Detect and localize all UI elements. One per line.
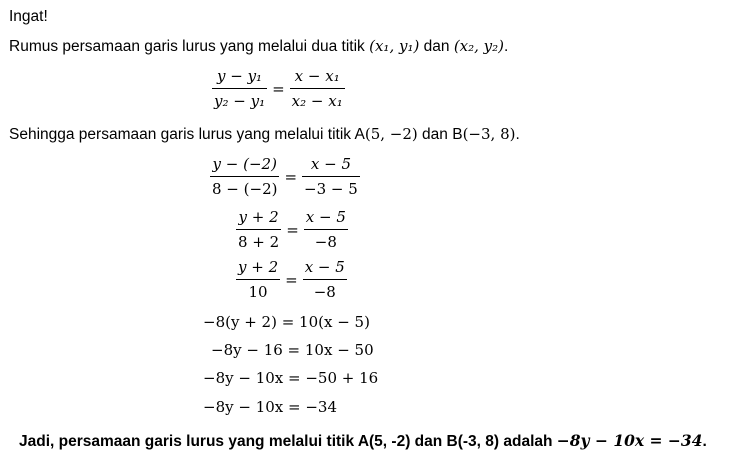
step-3-rhs-denominator: −8 — [303, 279, 347, 301]
step-3-lhs-numerator: y + 2 — [238, 258, 279, 276]
step-6: −8y − 10x = −50 + 16 — [203, 369, 379, 387]
conclusion-end: . — [702, 433, 707, 450]
step-1 — [210, 155, 360, 198]
general-lhs-fraction — [212, 67, 267, 110]
apply-intro-dan: dan B — [417, 126, 463, 143]
step-2 — [236, 208, 348, 251]
general-equals: = — [272, 79, 285, 98]
step-5: −8y − 16 = 10x − 50 — [211, 341, 374, 359]
step-2-lhs-denominator: 8 + 2 — [236, 229, 281, 251]
step-1-rhs-denominator: −3 − 5 — [302, 176, 360, 198]
step-3-rhs-fraction — [303, 258, 347, 301]
point-2: (x₂, y₂) — [453, 37, 505, 55]
step-3-lhs-denominator: 10 — [236, 279, 280, 301]
formula-intro — [9, 37, 508, 56]
step-1-rhs-fraction — [302, 155, 360, 198]
step-1-equals: = — [284, 167, 298, 186]
step-2-lhs-numerator: y + 2 — [238, 208, 279, 226]
conclusion-result: −8y − 10x = −34 — [556, 431, 703, 450]
step-1-lhs-denominator: 8 − (−2) — [210, 176, 279, 198]
step-2-rhs-fraction — [304, 208, 348, 251]
step-1-rhs-numerator: x − 5 — [310, 155, 351, 173]
step-3-equals: = — [285, 270, 298, 289]
step-2-rhs-denominator: −8 — [304, 229, 348, 251]
step-4: −8(y + 2) = 10(x − 5) — [203, 313, 370, 331]
step-1-lhs-numerator: y − (−2) — [212, 155, 277, 173]
general-lhs-numerator: y − y₁ — [217, 67, 263, 85]
point-b: (−3, 8) — [462, 125, 516, 143]
step-2-equals: = — [286, 220, 299, 239]
apply-intro-text: Sehingga persamaan garis lurus yang melalui titik A — [9, 126, 365, 143]
step-7: −8y − 10x = −34 — [203, 398, 337, 416]
step-2-rhs-numerator: x − 5 — [305, 208, 346, 226]
apply-intro-end: . — [515, 126, 520, 143]
step-1-lhs-fraction — [210, 155, 279, 198]
formula-intro-text: Rumus persamaan garis lurus yang melalui dua titik — [9, 38, 370, 55]
conclusion — [19, 431, 707, 451]
point-1: (x₁, y₁) — [369, 37, 420, 55]
point-a: (5, −2) — [364, 125, 418, 143]
apply-intro — [9, 125, 520, 144]
formula-intro-dan: dan — [419, 38, 454, 55]
general-rhs-numerator: x − x₁ — [294, 67, 340, 85]
step-3-rhs-numerator: x − 5 — [304, 258, 345, 276]
formula-intro-end: . — [504, 38, 509, 55]
general-rhs-fraction — [290, 67, 345, 110]
step-3-lhs-fraction — [236, 258, 280, 301]
general-rhs-denominator: x₂ − x₁ — [290, 88, 345, 110]
general-formula — [212, 67, 345, 110]
conclusion-text: Jadi, persamaan garis lurus yang melalui titik A(5, -2) dan B(-3, 8) adalah — [19, 433, 557, 450]
heading: Ingat! — [9, 8, 48, 25]
step-3 — [236, 258, 347, 301]
general-lhs-denominator: y₂ − y₁ — [212, 88, 267, 110]
step-2-lhs-fraction — [236, 208, 281, 251]
